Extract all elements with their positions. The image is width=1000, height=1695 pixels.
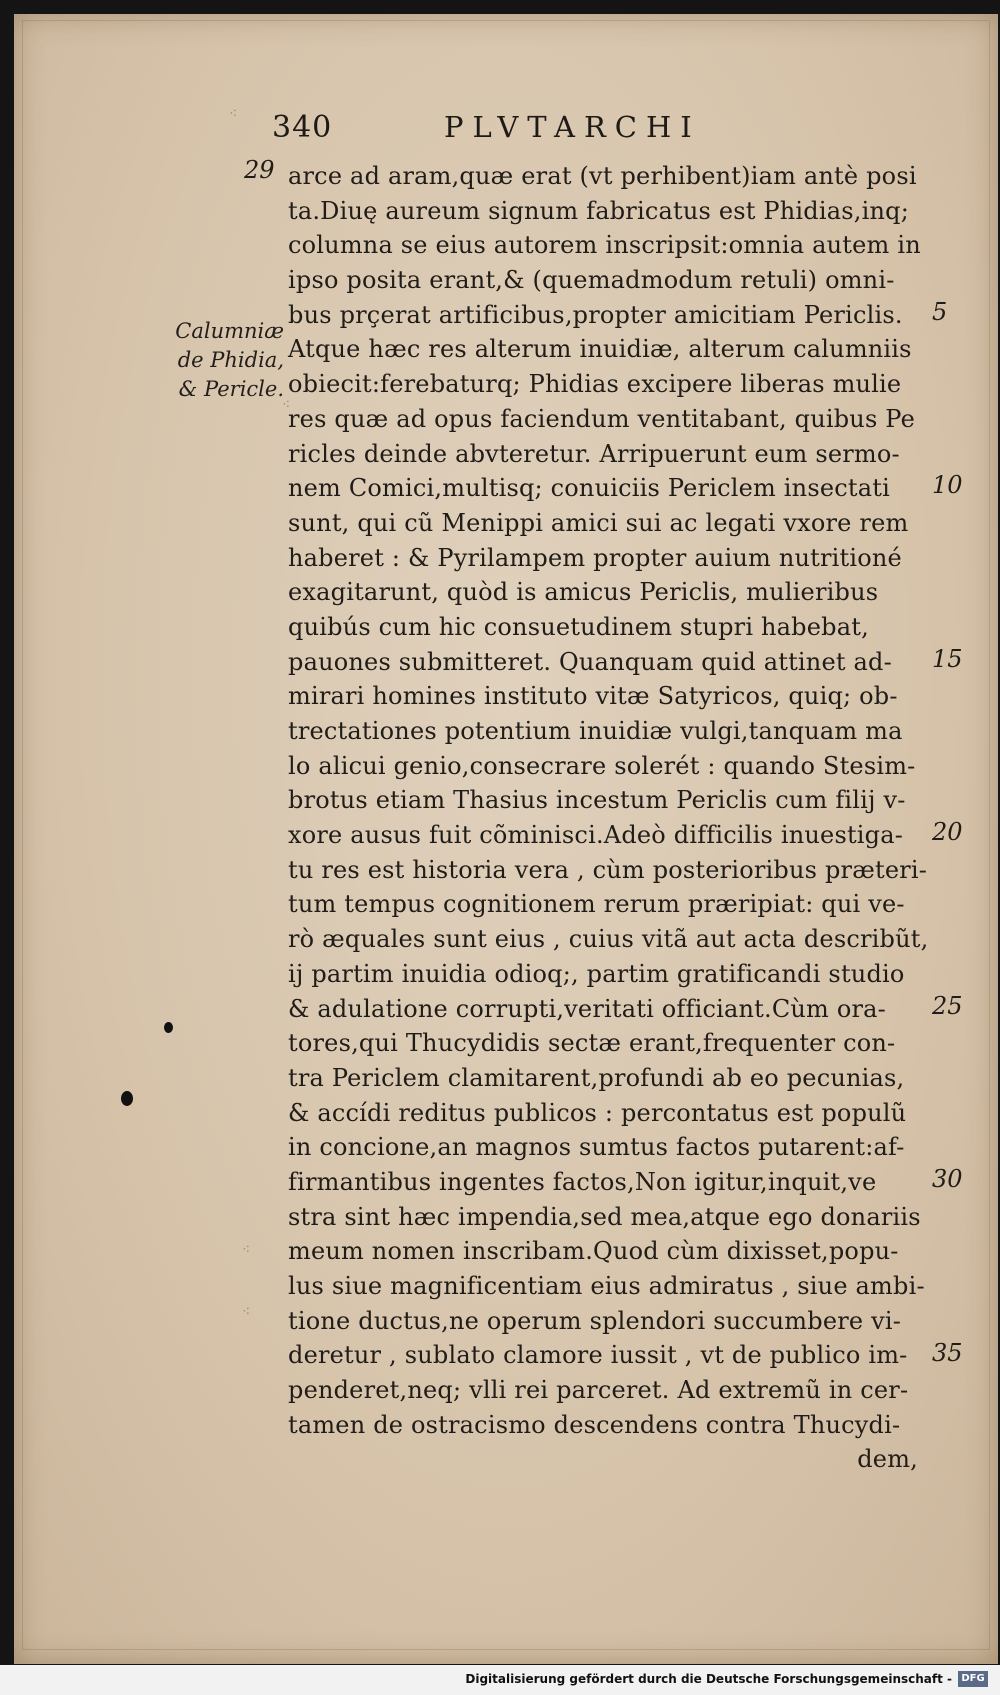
text-line: tra Periclem clamitarent,profundi ab eo pecunias, — [288, 1063, 905, 1092]
right-line-number: 5 — [932, 297, 948, 326]
text-line: brotus etiam Thasius incestum Periclis cum filij v- — [288, 786, 906, 815]
text-line: tu res est historia vera , cùm posterioribus præteri- — [288, 855, 928, 884]
text-line: dem, — [857, 1445, 918, 1474]
page-number: 340 — [272, 110, 333, 145]
text-line: tum tempus cognitionem rerum præripiat: qui ve- — [288, 890, 905, 919]
text-line: obiecit:ferebaturq; Phidias excipere liberas mulie — [288, 370, 902, 399]
text-line: arce ad aram,quæ erat (vt perhibent)iam antè posi — [288, 162, 917, 190]
text-line: firmantibus ingentes factos,Non igitur,inquit,ve — [288, 1167, 877, 1196]
text-line: & adulatione corrupti,veritati officiant.Cùm ora- — [288, 994, 886, 1023]
digitization-credit: Digitalisierung gefördert durch die Deutsche Forschungsgemeinschaft - — [465, 1672, 952, 1686]
text-line: meum nomen inscribam.Quod cùm dixisset,popu- — [288, 1237, 899, 1266]
text-line: columna se eius autorem inscripsit:omnia autem in — [288, 231, 921, 260]
text-line: pauones submitteret. Quanquam quid attinet ad- — [288, 647, 892, 676]
running-title: PLVTARCHI — [444, 110, 701, 144]
marginal-note-line: Calumniæ — [175, 319, 284, 343]
ink-spot — [121, 1091, 133, 1106]
ink-spot — [164, 1022, 173, 1033]
text-line: lo alicui genio,consecrare solerét : quando Stesim- — [288, 751, 916, 780]
text-line: tione ductus,ne operum splendori succumbere vi- — [288, 1306, 902, 1335]
text-line: trectationes potentium inuidiæ vulgi,tanquam ma — [288, 717, 903, 745]
right-line-number: 15 — [932, 644, 963, 673]
text-line: quibús cum hic consuetudinem stupri habebat, — [288, 612, 869, 641]
faint-mark: ⁖ — [242, 1304, 251, 1320]
text-line: tamen de ostracismo descendens contra Thucydi- — [288, 1410, 901, 1439]
text-line: rò æquales sunt eius , cuius vitã aut acta describũt, — [288, 925, 929, 954]
dfg-logo: DFG — [958, 1671, 988, 1687]
text-line: ipso posita erant,& (quemadmodum retuli) omni- — [288, 266, 895, 295]
text-line: ij partim inuidia odioq;, partim gratificandi studio — [288, 959, 905, 988]
text-line: xore ausus fuit cõminisci.Adeò difficilis inuestiga- — [288, 821, 904, 850]
text-line: lus siue magnificentiam eius admiratus , siue ambi- — [288, 1272, 925, 1300]
right-line-number: 30 — [932, 1165, 963, 1194]
page-header — [14, 110, 998, 150]
faint-mark: ⁖ — [282, 397, 291, 413]
text-line: stra sint hæc impendia,sed mea,atque ego donariis — [288, 1202, 921, 1231]
text-line: ricles deinde abvteretur. Arripuerunt eum sermo- — [288, 439, 900, 468]
text-line: tores,qui Thucydidis sectæ erant,frequenter con- — [288, 1029, 896, 1058]
right-line-number: 35 — [932, 1338, 963, 1367]
text-line: penderet,neq; vlli rei parceret. Ad extremũ in cer- — [288, 1376, 909, 1405]
marginal-note-line: & Pericle. — [178, 377, 284, 401]
text-line: & accídi reditus publicos : percontatus est populũ — [288, 1098, 907, 1127]
right-line-number: 20 — [932, 818, 963, 847]
right-line-number: 10 — [932, 471, 963, 500]
text-line: bus prçerat artificibus,propter amicitiam Periclis. — [288, 300, 903, 329]
text-line: haberet : & Pyrilampem propter auium nutritioné — [288, 543, 902, 572]
marginal-note — [164, 317, 284, 404]
text-line: Atque hæc res alterum inuidiæ, alterum calumniis — [288, 335, 912, 364]
text-line: res quæ ad opus faciendum ventitabant, quibus Pe — [288, 404, 915, 433]
book-page — [14, 14, 998, 1664]
text-line: mirari homines instituto vitæ Satyricos, quiq; ob- — [288, 682, 898, 711]
right-line-number: 25 — [932, 991, 963, 1020]
marginal-note-line: de Phidia, — [177, 348, 284, 372]
text-line: deretur , sublato clamore iussit , vt de publico im- — [288, 1341, 908, 1370]
text-line: exagitarunt, quòd is amicus Periclis, mulieribus — [288, 578, 879, 607]
left-line-number: 29 — [244, 156, 275, 184]
footer-bar — [0, 1665, 1000, 1695]
faint-mark: ⁖ — [229, 106, 238, 122]
faint-mark: ⁖ — [242, 1242, 251, 1258]
text-line: nem Comici,multisq; conuiciis Periclem insectati — [288, 474, 890, 503]
text-line: in concione,an magnos sumtus factos putarent:af- — [288, 1133, 905, 1162]
text-line: sunt, qui cũ Menippi amici sui ac legati vxore rem — [288, 508, 909, 537]
body-text — [288, 159, 928, 1477]
text-line: ta.Diuę aureum signum fabricatus est Phidias,inq; — [288, 196, 909, 225]
